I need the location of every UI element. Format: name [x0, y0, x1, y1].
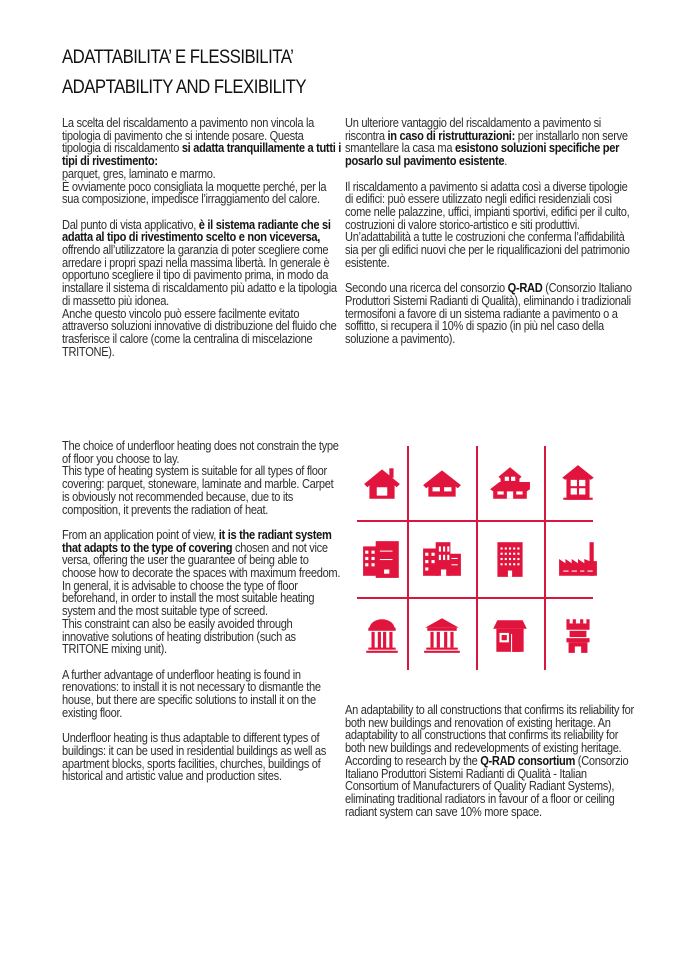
english-text-left: [62, 440, 342, 796]
bold-text: in caso di ristrutturazioni:: [387, 128, 515, 143]
grid-divider: [544, 446, 546, 670]
castle-tower-icon: [553, 610, 603, 660]
grid-divider: [407, 446, 409, 670]
house-icon: [417, 458, 467, 508]
paragraph: Il riscaldamento a pavimento si adatta così a diverse tipologie di edifici: può essere utilizzato negli edifici residenziali così come nelle palazzine, uffici, impianti sportivi, edifici per il culto, costruzioni di valore storico-artistico e siti produttivi. Un’adattabilità a tutte le costruzioni che conferma l’affidabilità sia per gli edifici nuovi che per le riqualificazioni del patrimonio esistente.: [345, 179, 630, 270]
rotunda-icon: [357, 610, 407, 660]
bold-text: esistono soluzioni specifiche per posarlo sul pavimento esistente: [345, 141, 620, 169]
text: offrendo all’utilizzatore la garanzia di poter scegliere come arredare i propri spazi nella massima libertà. In generale è opportuno scegliere il tipo di pavimento prima, in modo da installare il sistema di riscaldamento più adatto e la tipologia di massetto più idonea.: [62, 243, 337, 308]
italian-text-left: [62, 117, 342, 371]
temple-icon: [417, 610, 467, 660]
paragraph: This constraint can also be easily avoided through innovative solutions of heating distribution (such as TRITONE mixing unit).: [62, 616, 296, 657]
paragraph: This type of heating system is suitable for all types of floor covering: parquet, stoneware, laminate and marble. Carpet is obviously not recommended because, due to its composition, it prevents the radiation of heat.: [62, 464, 334, 517]
page-subtitle: ADAPTABILITY AND FLEXIBILITY: [62, 76, 307, 98]
paragraph: [345, 117, 635, 168]
italian-text-right: [345, 117, 635, 358]
text: .: [504, 154, 507, 169]
shop-icon: [485, 610, 535, 660]
text: (Consorzio Italiano Produttori Sistemi Radianti di Qualità - Italian Consortium of Manufacturers of Quality Radiant Systems), eliminating traditional radiators in favour of a floor or ceiling radiant system can save 10% more space.: [345, 753, 629, 819]
office-buildings-icon: [417, 534, 467, 584]
text: La scelta del riscaldamento a pavimento non vincola la tipologia di pavimento che si intende posare. Questa tipologia di riscaldamento: [62, 116, 314, 156]
grid-divider: [357, 520, 593, 522]
text: parquet, gres, laminato e marmo.: [62, 166, 216, 181]
paragraph: [345, 282, 635, 346]
text: per installarlo non serve smantellare la casa ma: [345, 128, 628, 156]
paragraph: [62, 117, 342, 181]
apartment-blocks-icon: [357, 534, 407, 584]
grid-divider: [476, 446, 478, 670]
paragraph: In general, it is advisable to choose the type of floor beforehand, in order to install the most suitable heating system and the most suitable type of screed.: [62, 578, 315, 619]
paragraph: È ovviamente poco consigliata la moquette perché, per la sua composizione, impedisce l’irraggiamento del calore.: [62, 179, 327, 207]
paragraph: The choice of underfloor heating does not constrain the type of floor you choose to lay.: [62, 439, 339, 466]
page-title: ADATTABILITA’ E FLESSIBILITA’: [62, 46, 294, 68]
paragraph: [345, 755, 635, 819]
factory-icon: [553, 534, 603, 584]
building-types-icon-grid: [357, 446, 595, 672]
bold-text: Q-RAD consortium: [480, 753, 576, 768]
paragraph: Anche questo vincolo può essere facilmente evitato attraverso soluzioni innovative di distribuzione del fluido che trasferisce il calore (come la centralina di miscelazione TRITONE).: [62, 306, 337, 359]
text: Un ulteriore vantaggio del riscaldamento a pavimento si riscontra: [345, 116, 601, 143]
tower-block-icon: [485, 534, 535, 584]
paragraph: An adaptability to all constructions that confirms its reliability for both new buildings and renovation of existing heritage. An adaptability to all constructions that confirms its reliability for both new buildings and redevelopments of existing heritage.: [345, 703, 634, 756]
two-storey-house-icon: [553, 458, 603, 508]
paragraph: A further advantage of underfloor heating is found in renovations: to install it is not necessary to dismantle the house, but there are specific solutions to install it on the existing floor.: [62, 667, 321, 720]
text: From an application point of view,: [62, 527, 219, 542]
house-chimney-icon: [357, 458, 407, 508]
paragraph: [62, 529, 342, 580]
text: Dal punto di vista applicativo,: [62, 217, 199, 232]
bold-text: si adatta tranquillamente a tutti i tipi di rivestimento:: [62, 141, 342, 169]
paragraph: Underfloor heating is thus adaptable to different types of buildings: it can be used in residential buildings as well as apartment blocks, sports facilities, churches, buildings of historical and artistic value and production sites.: [62, 731, 326, 784]
bold-text: Q-RAD: [507, 281, 543, 296]
text: Secondo una ricerca del consorzio: [345, 281, 508, 296]
english-text-right: [345, 704, 635, 831]
bold-text: it is the radiant system that adapts to the type of covering: [62, 527, 332, 555]
text: According to research by the: [345, 753, 481, 768]
text: chosen and not vice versa, offering the user the guarantee of being able to choose how to decorate the spaces with maximum freedom.: [62, 540, 341, 581]
grid-divider: [357, 597, 593, 599]
paragraph: [62, 219, 342, 308]
bold-text: è il sistema radiante che si adatta al tipo di rivestimento scelto e non viceversa,: [62, 217, 331, 245]
text: (Consorzio Italiano Produttori Sistemi Radianti di Qualità), eliminando i tradizionali termosifoni a favore di un sistema radiante a pavimento o a soffitto, si recupera il 10% di spazio (in più nel caso della soluzione a pavimento).: [345, 281, 632, 346]
villa-icon: [485, 458, 535, 508]
